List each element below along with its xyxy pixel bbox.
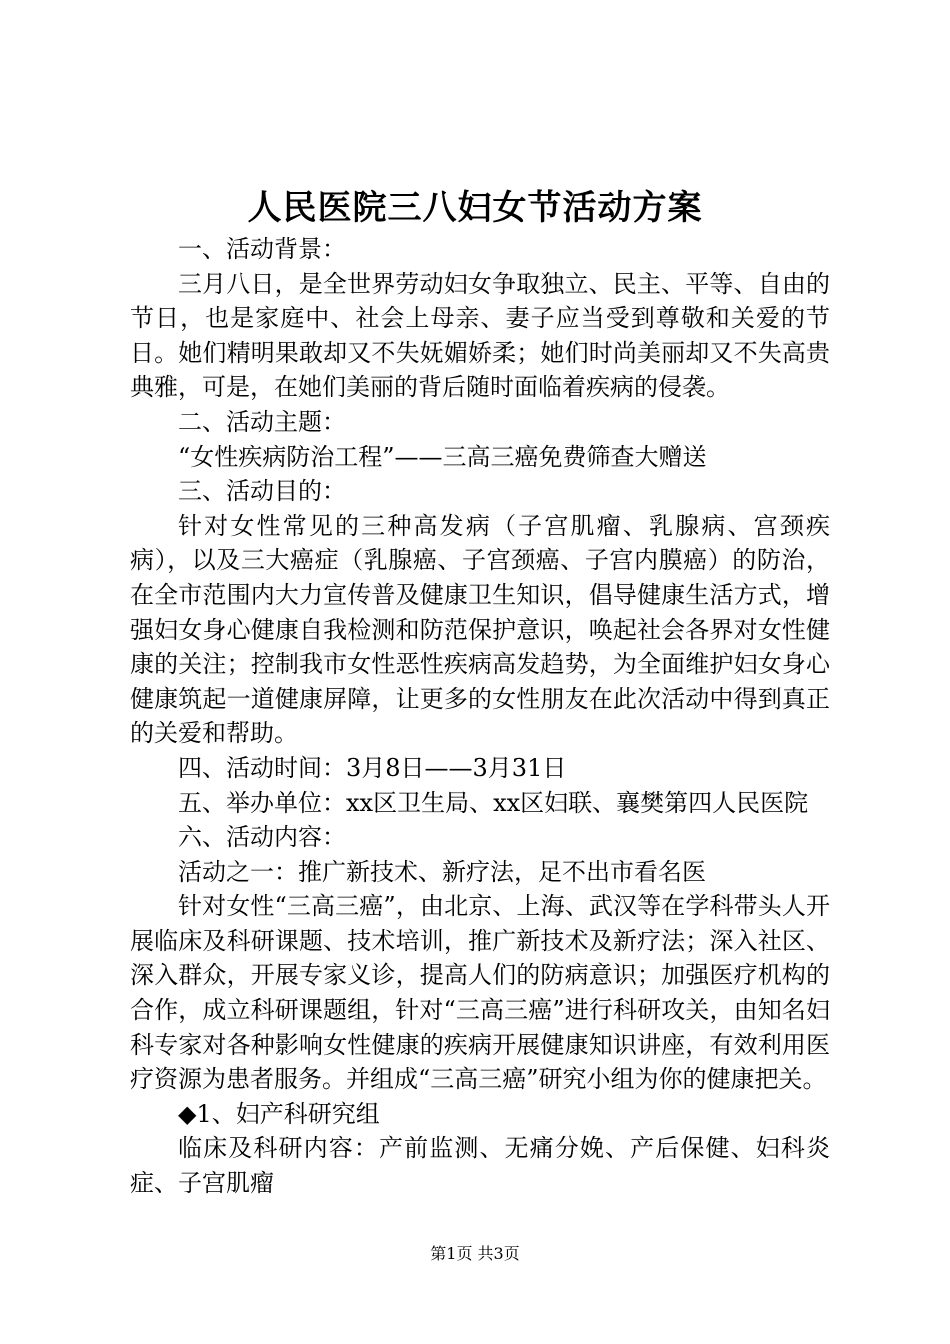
- paragraph-activity-detail: 针对女性“三高三癌”，由北京、上海、武汉等在学科带头人开展临床及科研课题、技术培训，推广新技术及新疗法；深入社区、深入群众，开展专家义诊，提高人们的防病意识；加强医疗机构的合作，成立科研课题组，针对“三高三癌”进行科研攻关，由知名妇科专家对各种影响女性健康的疾病开展健康知识讲座，有效利用医疗资源为患者服务。并组成“三高三癌”研究小组为你的健康把关。: [130, 892, 830, 1094]
- paragraph-purpose: 针对女性常见的三种高发病（子宫肌瘤、乳腺病、宫颈疾病），以及三大癌症（乳腺癌、子宫颈癌、子宫内膜癌）的防治，在全市范围内大力宣传普及健康卫生知识，倡导健康生活方式，增强妇女身心健康自我检测和防范保护意识，唤起社会各界对女性健康的关注；控制我市女性恶性疾病高发趋势，为全面维护妇女身心健康筑起一道健康屏障，让更多的女性朋友在此次活动中得到真正的关爱和帮助。: [130, 511, 830, 748]
- heading-theme: 二、活动主题：: [178, 407, 346, 436]
- heading-content: 六、活动内容：: [178, 823, 346, 852]
- heading-purpose: 三、活动目的：: [178, 477, 346, 506]
- paragraph-group-heading: ◆1、妇产科研究组: [178, 1099, 380, 1128]
- paragraph-organizers: 五、举办单位：xx区卫生局、xx区妇联、襄樊第四人民医院: [178, 788, 809, 817]
- heading-background: 一、活动背景：: [178, 235, 346, 263]
- paragraph-activity-one: 活动之一：推广新技术、新疗法，足不出市看名医: [178, 857, 706, 886]
- document-title: 人民医院三八妇女节活动方案: [247, 188, 703, 228]
- document-body: [130, 232, 830, 1201]
- page-footer: 第1页 共3页: [430, 1244, 520, 1263]
- paragraph-research-content: 临床及科研内容：产前监测、无痛分娩、产后保健、妇科炎症、子宫肌瘤: [130, 1134, 830, 1198]
- paragraph-time: 四、活动时间：3月8日——3月31日: [178, 753, 567, 782]
- paragraph-theme: “女性疾病防治工程”——三高三癌免费筛查大赠送: [178, 442, 707, 471]
- paragraph-background: 三月八日，是全世界劳动妇女争取独立、民主、平等、自由的节日，也是家庭中、社会上母亲、妻子应当受到尊敬和关爱的节日。她们精明果敢却又不失妩媚娇柔；她们时尚美丽却又不失高贵典雅，可是，在她们美丽的背后随时面临着疾病的侵袭。: [130, 269, 830, 402]
